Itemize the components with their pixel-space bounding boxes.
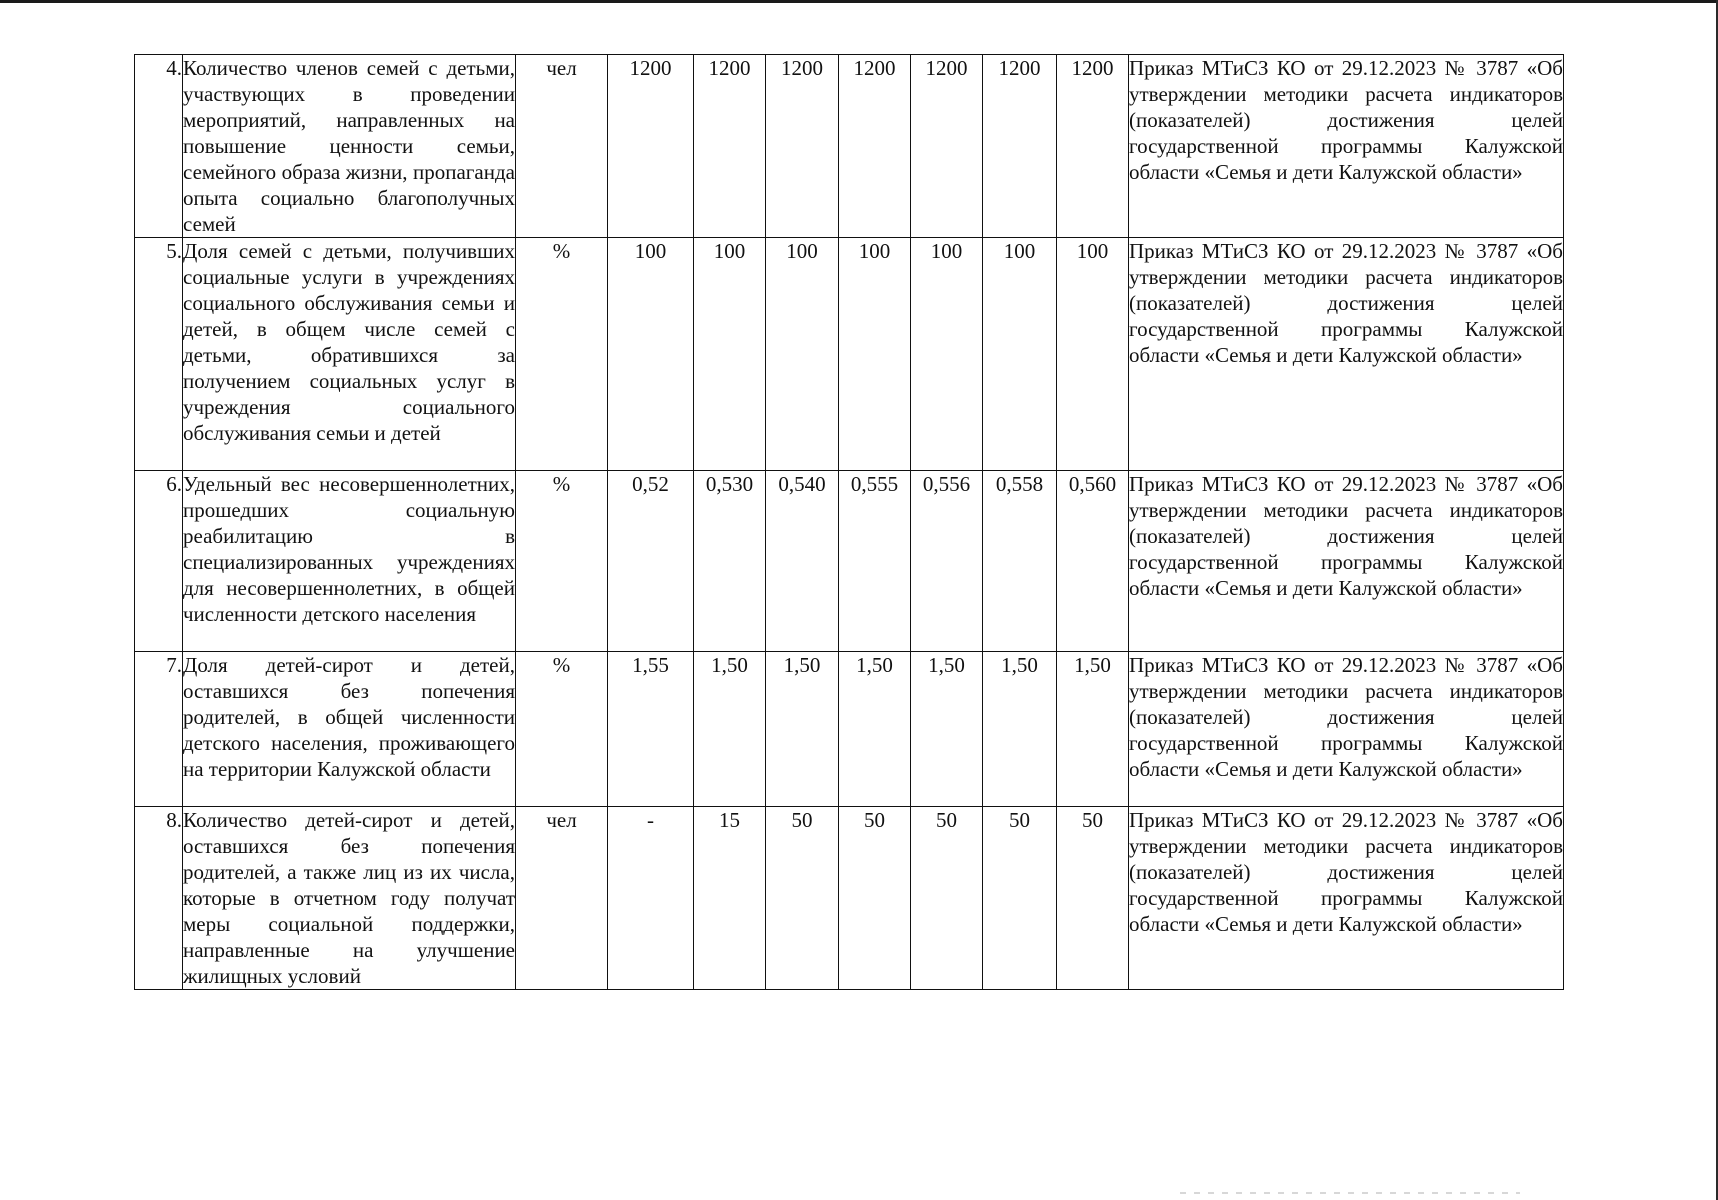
value-cell: 50 [911, 807, 983, 990]
value-cell: 0,558 [983, 471, 1057, 652]
page-top-edge [0, 0, 1718, 3]
table-row [135, 238, 1564, 471]
value-cell: 50 [1057, 807, 1129, 990]
value-cell: 1,50 [839, 652, 911, 807]
value-cell: 50 [839, 807, 911, 990]
value-cell: 1,55 [608, 652, 694, 807]
value-cell: 100 [694, 238, 766, 471]
table-row [135, 471, 1564, 652]
value-cell: 0,555 [839, 471, 911, 652]
value-cell: 1200 [766, 55, 839, 238]
unit-cell: чел [516, 807, 608, 990]
value-cell: 1,50 [1057, 652, 1129, 807]
source-document: Приказ МТиСЗ КО от 29.12.2023 № 3787 «Об утверждении методики расчета индикаторов (показателей) достижения целей государственной программы Калужской области «Семья и дети Калужской области» [1129, 807, 1564, 990]
value-cell: 1,50 [766, 652, 839, 807]
value-cell: - [608, 807, 694, 990]
indicator-name: Количество детей-сирот и детей, оставшихся без попечения родителей, а также лиц из их числа, которые в отчетном году получат меры социальной поддержки, направленные на улучшение жилищных условий [183, 808, 515, 988]
unit-cell: % [516, 652, 608, 807]
indicator-name: Доля детей-сирот и детей, оставшихся без попечения родителей, в общей численности детского населения, проживающего на территории Калужской области [183, 652, 516, 807]
value-cell: 100 [983, 238, 1057, 471]
value-cell: 0,556 [911, 471, 983, 652]
unit-cell: % [516, 471, 608, 652]
value-cell: 1200 [983, 55, 1057, 238]
table-row [135, 652, 1564, 807]
value-cell: 0,52 [608, 471, 694, 652]
value-cell: 1,50 [911, 652, 983, 807]
indicator-name: Количество членов семей с детьми, участвующих в проведении мероприятий, направленных на повышение ценности семьи, семейного образа жизни, пропаганда опыта социально благополучных семей [183, 56, 515, 236]
row-number: 7. [135, 652, 183, 807]
indicator-name: Удельный вес несовершеннолетних, прошедших социальную реабилитацию в специализированных учреждениях для несовершеннолетних, в общей численности детского населения [183, 471, 516, 652]
indicator-name: Доля семей с детьми, получивших социальные услуги в учреждениях социального обслуживания семьи и детей, в общем числе семей с детьми, обратившихся за получением социальных услуг в учреждения социального обслуживания семьи и детей [183, 238, 516, 471]
value-cell: 100 [766, 238, 839, 471]
unit-cell: чел [516, 55, 608, 238]
value-cell: 50 [766, 807, 839, 990]
value-cell: 1200 [608, 55, 694, 238]
indicators-table [134, 54, 1564, 990]
table-row [135, 55, 1564, 238]
row-number: 8. [135, 807, 183, 990]
value-cell: 100 [1057, 238, 1129, 471]
value-cell: 15 [694, 807, 766, 990]
unit-cell: % [516, 238, 608, 471]
value-cell: 1200 [911, 55, 983, 238]
scan-artifact [1180, 1192, 1520, 1194]
value-cell: 0,560 [1057, 471, 1129, 652]
value-cell: 100 [839, 238, 911, 471]
source-document: Приказ МТиСЗ КО от 29.12.2023 № 3787 «Об утверждении методики расчета индикаторов (показателей) достижения целей государственной программы Калужской области «Семья и дети Калужской области» [1129, 238, 1564, 471]
value-cell: 1,50 [983, 652, 1057, 807]
value-cell: 1,50 [694, 652, 766, 807]
row-number: 4. [135, 55, 183, 238]
value-cell: 100 [911, 238, 983, 471]
value-cell: 1200 [694, 55, 766, 238]
source-document: Приказ МТиСЗ КО от 29.12.2023 № 3787 «Об утверждении методики расчета индикаторов (показателей) достижения целей государственной программы Калужской области «Семья и дети Калужской области» [1129, 652, 1564, 807]
source-document: Приказ МТиСЗ КО от 29.12.2023 № 3787 «Об утверждении методики расчета индикаторов (показателей) достижения целей государственной программы Калужской области «Семья и дети Калужской области» [1129, 471, 1564, 652]
table-row [135, 807, 1564, 990]
value-cell: 50 [983, 807, 1057, 990]
value-cell: 0,540 [766, 471, 839, 652]
row-number: 6. [135, 471, 183, 652]
value-cell: 1200 [839, 55, 911, 238]
row-number: 5. [135, 238, 183, 471]
value-cell: 0,530 [694, 471, 766, 652]
value-cell: 100 [608, 238, 694, 471]
value-cell: 1200 [1057, 55, 1129, 238]
source-document: Приказ МТиСЗ КО от 29.12.2023 № 3787 «Об утверждении методики расчета индикаторов (показателей) достижения целей государственной программы Калужской области «Семья и дети Калужской области» [1129, 55, 1564, 238]
